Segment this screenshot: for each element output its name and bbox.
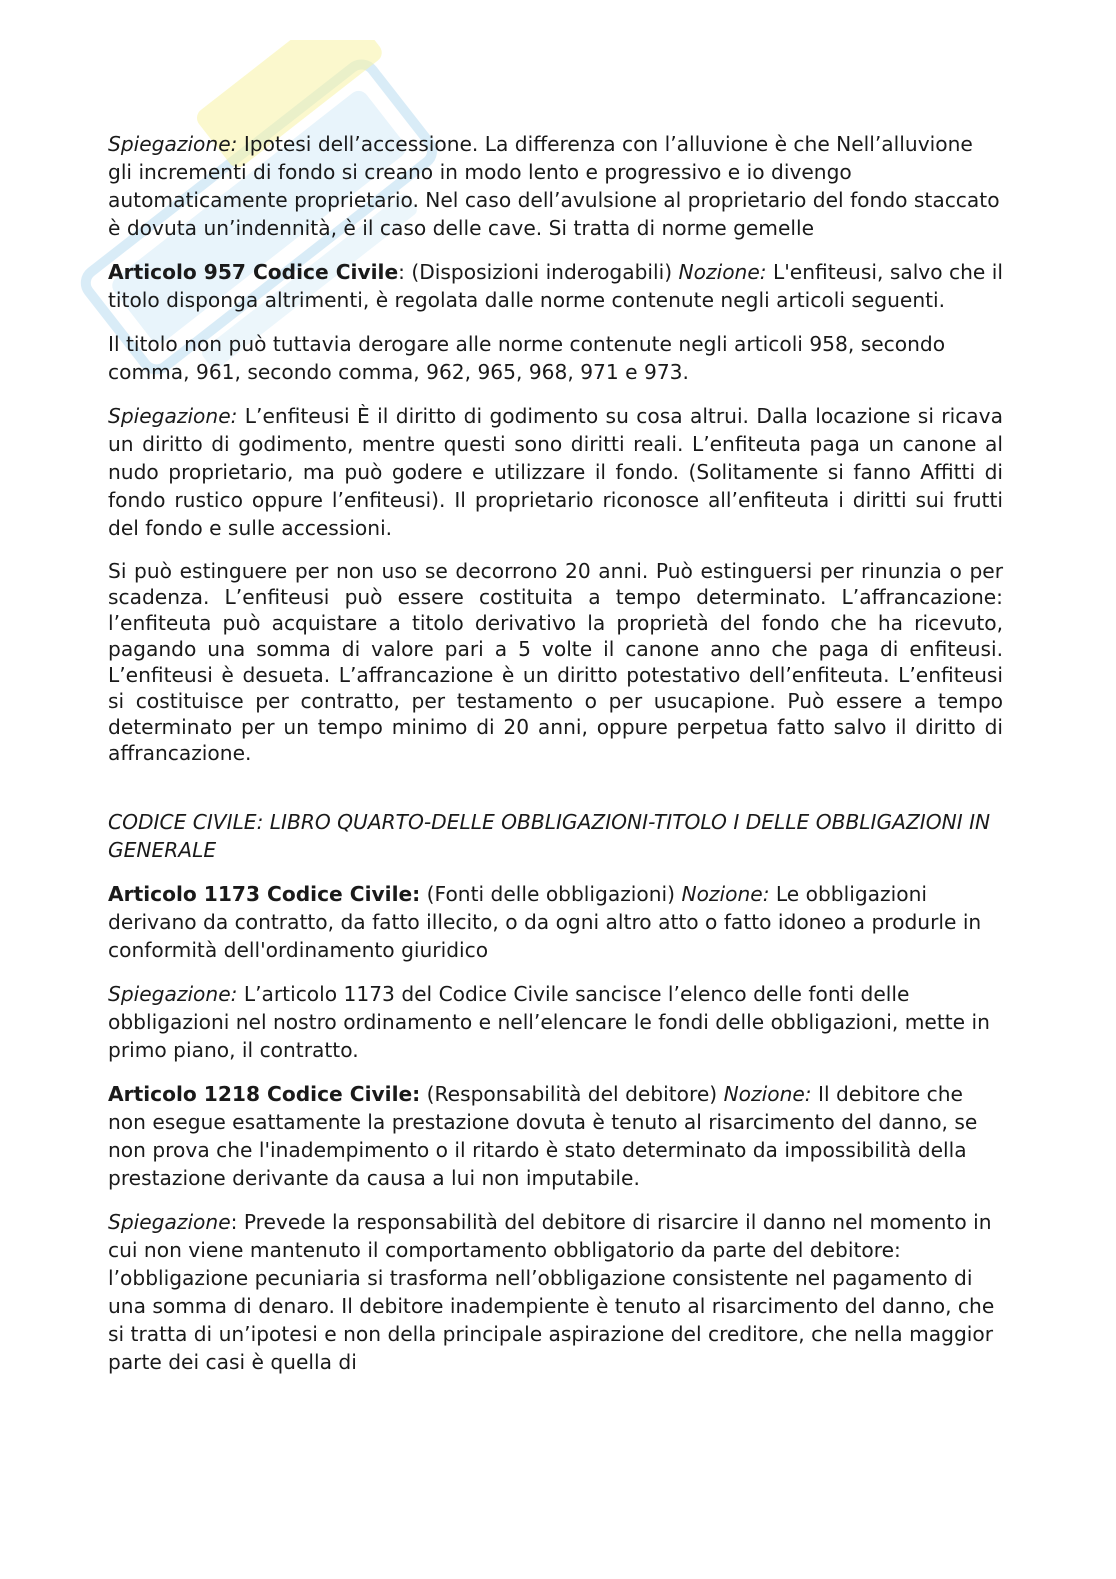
paragraph-spiegazione-enfiteusi (108, 402, 1003, 542)
paragraph-text: Si può estinguere per non uso se decorrono 20 anni. Può estinguersi per rinunzia o per scadenza. L’enfiteusi può essere costituita a tempo determinato. L’affrancazione: l’enfiteuta può acquistare a titolo derivativo la proprietà del fondo che ha ricevuto, pagando una somma di valore pari a 5 volte il canone anno che paga di enfiteusi. L’enfiteusi è desueta. L’affrancazione è un diritto potestativo dell’enfiteuta. L’enfiteusi si costituisce per contratto, per testamento o per usucapione. Può essere a tempo determinato per un tempo minimo di 20 anni, oppure perpetua fatto salvo il diritto di affrancazione. (108, 559, 1003, 765)
article-1173 (108, 880, 1003, 964)
article-text: Il debitore che non esegue esattamente la prestazione dovuta è tenuto al risarcimento del danno, se non prova che l'inadempimento o il ritardo è stato determinato da impossibilità della prestazione derivante da causa a lui non imputabile. (108, 1082, 978, 1190)
paragraph-text: L’enfiteusi È il diritto di godimento su cosa altrui. Dalla locazione si ricava un diritto di godimento, mentre questi sono diritti reali. L’enfiteuta paga un canone al nudo proprietario, ma può godere e utilizzare il fondo. (Solitamente si fanno Affitti di fondo rustico oppure l’enfiteusi). Il proprietario riconosce all’enfiteuta i diritti sui frutti del fondo e sulle accessioni. (108, 404, 1003, 540)
paragraph-spiegazione-responsabilita (108, 1208, 1003, 1376)
article-1218 (108, 1080, 1003, 1192)
paragraph-spiegazione-fonti (108, 980, 1003, 1064)
paragraph-text: Il titolo non può tuttavia derogare alle norme contenute negli articoli 958, secondo comma, 961, secondo comma, 962, 965, 968, 971 e 973. (108, 332, 946, 384)
spiegazione-label: Spiegazione: (108, 404, 238, 428)
paragraph-text: : Prevede la responsabilità del debitore di risarcire il danno nel momento in cui non viene mantenuto il comportamento obbligatorio da parte del debitore: l’obbligazione pecuniaria si trasforma nell’obbligazione consistente nel pagamento di una somma di denaro. Il debitore inadempiente è tenuto al risarcimento del danno, che si tratta di un’ipotesi e non della principale aspirazione del creditore, che nella maggior parte dei casi è quella di (108, 1210, 995, 1374)
article-title: Articolo 1218 Codice Civile: (108, 1082, 421, 1106)
paragraph-text: Ipotesi dell’accessione. La differenza con l’alluvione è che Nell’alluvione gli incrementi di fondo si creano in modo lento e progressivo e io divengo automaticamente proprietario. Nel caso dell’avulsione al proprietario del fondo staccato è dovuta un’indennità, è il caso delle cave. Si tratta di norme gemelle (108, 132, 1000, 240)
article-heading: (Fonti delle obbligazioni) (420, 882, 682, 906)
paragraph-text: L’articolo 1173 del Codice Civile sancisce l’elenco delle fonti delle obbligazioni nel nostro ordinamento e nell’elencare le fondi delle obbligazioni, mette in primo piano, il contratto. (108, 982, 990, 1062)
article-title: Articolo 1173 Codice Civile: (108, 882, 421, 906)
spiegazione-label: Spiegazione: (108, 982, 238, 1006)
nozione-label: Nozione: (723, 1082, 812, 1106)
article-heading: (Responsabilità del debitore) (420, 1082, 724, 1106)
article-heading: : (Disposizioni inderogabili) (398, 260, 679, 284)
article-title: Articolo 957 Codice Civile (108, 260, 399, 284)
spiegazione-label: Spiegazione (108, 1210, 231, 1234)
paragraph-spiegazione-accessione (108, 130, 1003, 242)
spiegazione-label: Spiegazione: (108, 132, 238, 156)
nozione-label: Nozione: (681, 882, 770, 906)
document-body (108, 130, 1003, 1392)
article-text: Le obbligazioni derivano da contratto, da fatto illecito, o da ogni altro atto o fatto idoneo a produrle in conformità dell'ordinamento giuridico (108, 882, 982, 962)
article-text: L'enfiteusi, salvo che il titolo disponga altrimenti, è regolata dalle norme contenute negli articoli seguenti. (108, 260, 1003, 312)
paragraph-titolo-deroga (108, 330, 1003, 386)
article-957 (108, 258, 1003, 314)
section-heading: CODICE CIVILE: LIBRO QUARTO-DELLE OBBLIGAZIONI-TITOLO I DELLE OBBLIGAZIONI IN GENERALE (108, 810, 991, 862)
nozione-label: Nozione: (678, 260, 767, 284)
paragraph-affrancazione (108, 558, 1003, 766)
